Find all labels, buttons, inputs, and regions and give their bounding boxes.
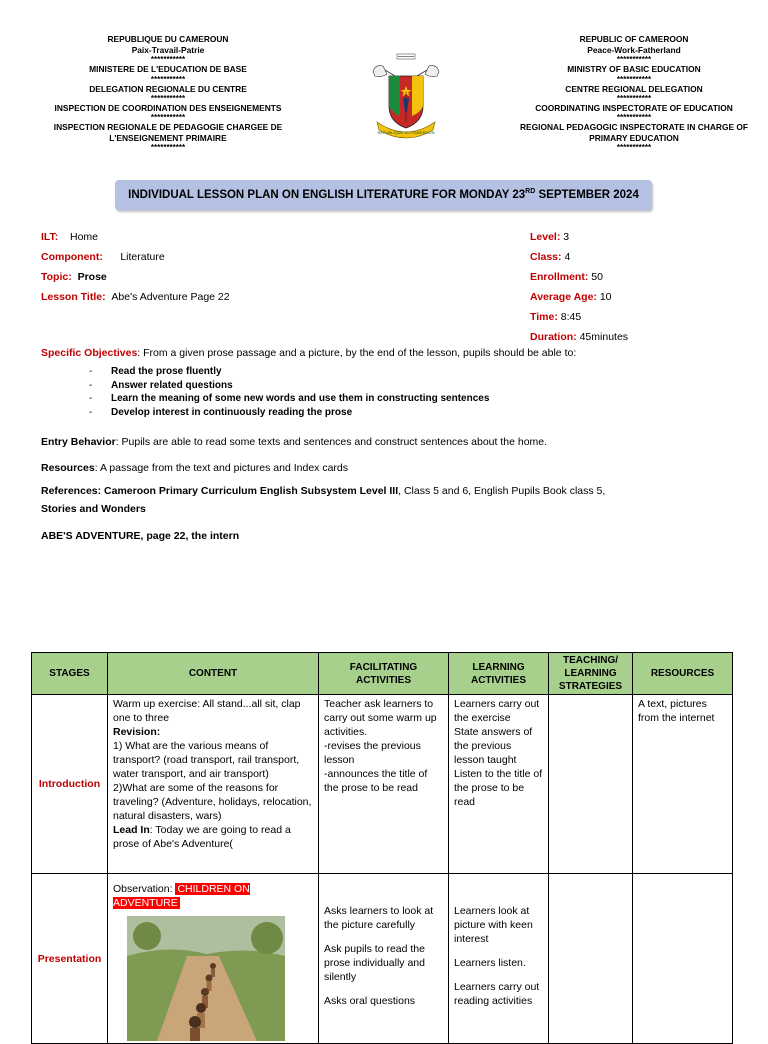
header-right <box>520 34 748 152</box>
header-learning: LEARNING ACTIVITIES <box>449 653 549 695</box>
regional-inspectorate-en-1: REGIONAL PEDAGOGIC INSPECTORATE IN CHARGE OF <box>520 122 749 133</box>
ministry-en: MINISTRY OF BASIC EDUCATION <box>567 64 701 75</box>
info-ilt: ILT: Home <box>41 231 98 243</box>
table-header-row <box>32 653 733 695</box>
intro-content: Warm up exercise: All stand...all sit, clap one to three Revision: 1) What are the various means of transport? (road transport, rail transport, water transport, and air transport) 2)What are some of the reasons for traveling? (Adventure, holidays, relocation, natural disasters, wars) Lead In: Today we are going to read a prose of Abe's Adventure( <box>108 695 319 874</box>
header-left <box>40 34 296 152</box>
info-enrollment: Enrollment: 50 <box>530 271 603 283</box>
objectives-label: Specific Objectives <box>41 347 138 359</box>
list-item: - Learn the meaning of some new words and use them in constructing sentences <box>89 393 490 404</box>
presentation-strategies <box>549 874 633 1044</box>
separator-stars: *********** <box>616 93 652 103</box>
resources: Resources: A passage from the text and pictures and Index cards <box>41 462 349 474</box>
motto-en: Peace-Work-Fatherland <box>587 45 681 56</box>
info-topic: Topic: Prose <box>41 271 107 283</box>
references-line-3: ABE'S ADVENTURE, page 22, the intern <box>41 530 240 542</box>
presentation-resources <box>633 874 733 1044</box>
info-average-age: Average Age: 10 <box>530 291 612 303</box>
intro-strategies <box>549 695 633 874</box>
objectives-list <box>89 365 741 419</box>
regional-inspection-fr-2: L'ENSEIGNEMENT PRIMAIRE <box>109 133 227 144</box>
list-item: - Develop interest in continuously reading the prose <box>89 406 353 418</box>
svg-text:REPUBLIQUE DU CAMEROUN: REPUBLIQUE DU CAMEROUN <box>377 130 435 135</box>
entry-behavior: Entry Behavior: Pupils are able to read some texts and sentences and construct sentences about the home. <box>41 436 548 448</box>
info-time: Time: 8:45 <box>530 311 582 323</box>
coat-of-arms-icon <box>367 52 445 140</box>
title-superscript: RD <box>525 188 536 195</box>
motto-fr: Paix-Travail-Patrie <box>131 45 205 56</box>
inspectorate-en: COORDINATING INSPECTORATE OF EDUCATION <box>535 102 733 113</box>
list-item: - Answer related questions <box>89 379 233 391</box>
children-adventure-photo <box>127 916 285 1041</box>
separator-stars: *********** <box>150 113 186 123</box>
separator-stars: *********** <box>616 74 652 84</box>
lesson-info-left <box>41 227 230 307</box>
lesson-plan-title <box>115 180 652 210</box>
header-strategies: TEACHING/ LEARNING STRATEGIES <box>549 653 633 695</box>
separator-stars: *********** <box>150 55 186 65</box>
intro-resources: A text, pictures from the internet <box>633 695 733 874</box>
intro-learning: Learners carry out the exercise State answers of the previous lesson taught Listen to the title of the prose to be read <box>449 695 549 874</box>
list-item: - Read the prose fluently <box>89 366 222 377</box>
separator-stars: *********** <box>150 143 186 153</box>
regional-inspectorate-en-2: PRIMARY EDUCATION <box>589 133 679 144</box>
lesson-info-right <box>530 227 628 347</box>
regional-inspection-fr-1: INSPECTION REGIONALE DE PEDAGOGIE CHARGEE DE <box>53 122 283 133</box>
specific-objectives <box>41 347 741 419</box>
info-level: Level: 3 <box>530 231 570 243</box>
info-class: Class: 4 <box>530 251 571 263</box>
separator-stars: *********** <box>150 93 186 103</box>
header-facilitating: FACILITATING ACTIVITIES <box>319 653 449 695</box>
delegation-fr: DELEGATION REGIONALE DU CENTRE <box>89 83 247 94</box>
lesson-plan-table <box>31 652 733 1044</box>
info-duration: Duration: 45minutes <box>530 331 629 343</box>
presentation-content: Observation: CHILDREN ON ADVENTURE <box>108 874 319 1044</box>
references-line-2: Stories and Wonders <box>41 503 146 515</box>
intro-facilitating: Teacher ask learners to carry out some warm up activities. -revises the previous lesson -announces the title of the prose to be read <box>319 695 449 874</box>
info-lesson-title: Lesson Title: Abe's Adventure Page 22 <box>41 291 230 303</box>
table-row <box>32 695 733 874</box>
country-name-en: REPUBLIC OF CAMEROON <box>579 34 689 44</box>
separator-stars: *********** <box>150 74 186 84</box>
references: References: Cameroon Primary Curriculum English Subsystem Level III, Class 5 and 6, English Pupils Book class 5, <box>41 485 606 497</box>
stage-introduction: Introduction <box>32 695 108 874</box>
title-text-end: SEPTEMBER 2024 <box>535 189 639 201</box>
header-resources: RESOURCES <box>633 653 733 695</box>
presentation-learning: Learners look at picture with keen interest Learners listen. Learners carry out reading activities <box>449 874 549 1044</box>
inspection-fr: INSPECTION DE COORDINATION DES ENSEIGNEMENTS <box>54 102 282 113</box>
ministry-fr: MINISTERE DE L'EDUCATION DE BASE <box>89 64 247 75</box>
table-row <box>32 874 733 1044</box>
country-name-fr: REPUBLIQUE DU CAMEROUN <box>107 34 229 44</box>
stage-presentation: Presentation <box>32 874 108 1044</box>
header-stages: STAGES <box>32 653 108 695</box>
header-content: CONTENT <box>108 653 319 695</box>
info-component: Component: Literature <box>41 251 165 263</box>
separator-stars: *********** <box>616 55 652 65</box>
presentation-facilitating: Asks learners to look at the picture carefully Ask pupils to read the prose individually and silently Asks oral questions <box>319 874 449 1044</box>
separator-stars: *********** <box>616 143 652 153</box>
title-text: INDIVIDUAL LESSON PLAN ON ENGLISH LITERATURE FOR MONDAY 23 <box>128 189 526 201</box>
children-walking-image <box>127 916 285 1041</box>
delegation-en: CENTRE REGIONAL DELEGATION <box>565 83 703 94</box>
separator-stars: *********** <box>616 113 652 123</box>
objectives-text: : From a given prose passage and a picture, by the end of the lesson, pupils should be able to: <box>137 347 577 359</box>
